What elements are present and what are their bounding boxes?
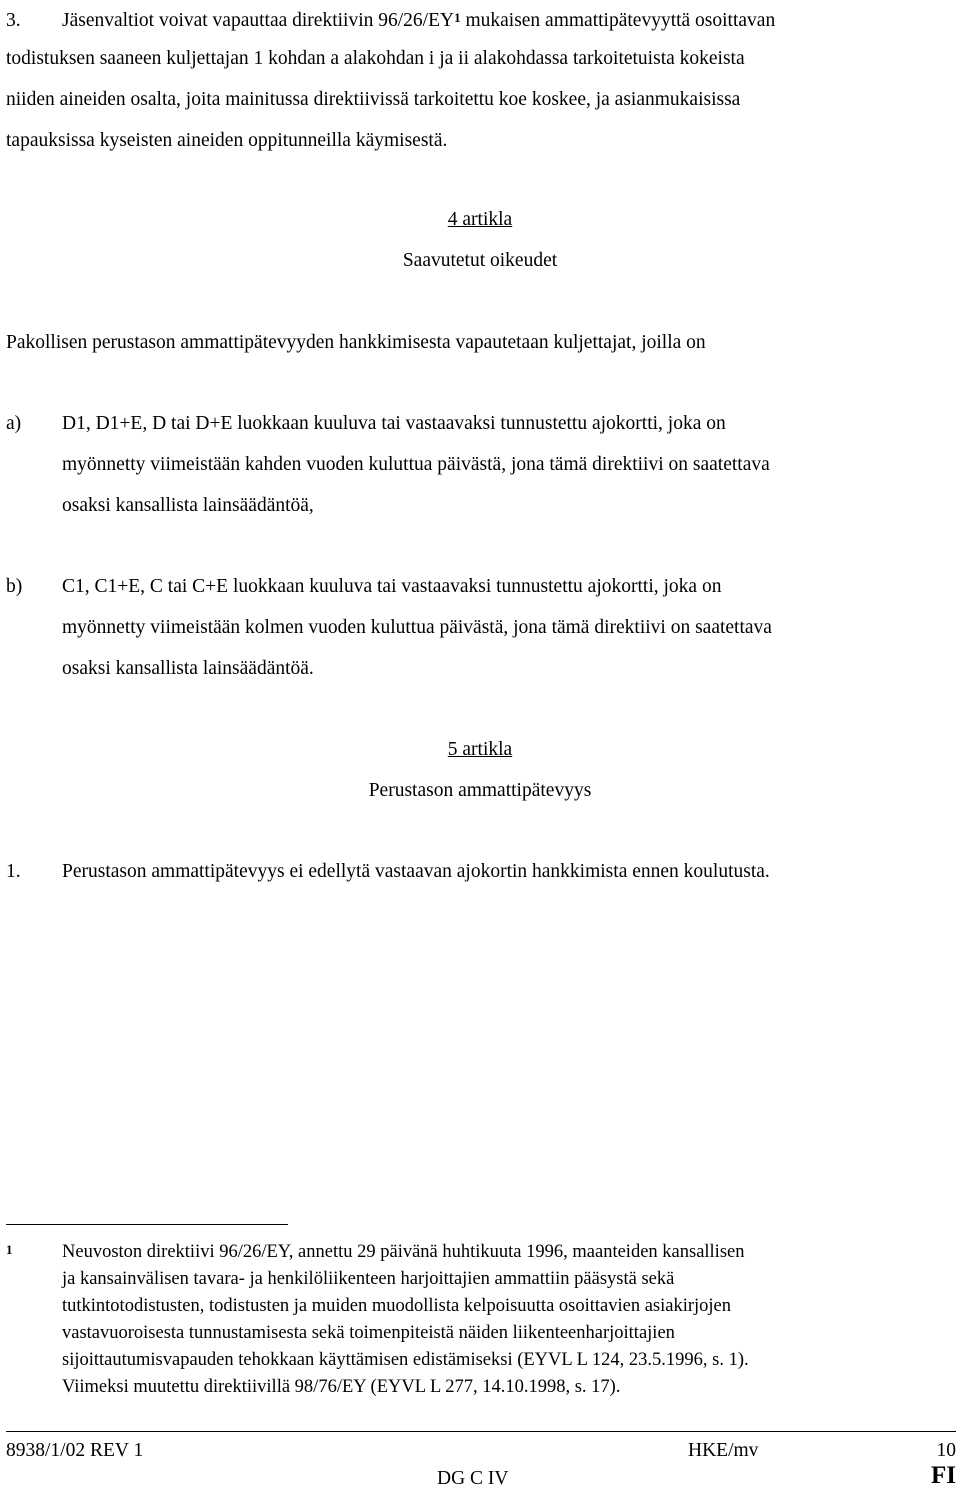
footnote-line: tutkintotodistusten, todistusten ja muiden muodollista kelpoisuutta osoittavien asiakirjojen [62, 1296, 732, 1316]
language-code: FI [931, 1462, 956, 1489]
footer-rule [6, 1431, 956, 1432]
footnote-marker: 1 [6, 1242, 13, 1257]
page-number: 10 [936, 1440, 956, 1461]
paragraph-3-line-2: todistuksen saaneen kuljettajan 1 kohdan a alakohdan i ja ii alakohdassa tarkoitetuista kokeista [6, 48, 745, 69]
footnote-line: ja kansainvälisen tavara- ja henkilöliikenteen harjoittajien ammattiin pääsystä sekä [62, 1269, 675, 1289]
article-4-subheading: Saavutetut oikeudet [402, 250, 558, 271]
footnote-separator [6, 1224, 288, 1225]
author-code: HKE/mv [688, 1440, 759, 1461]
item-b-line-2: myönnetty viimeistään kolmen vuoden kuluttua päivästä, jona tämä direktiivi on saatettava [62, 617, 772, 638]
paragraph-3-line-1: Jäsenvaltiot voivat vapauttaa direktiivin $96/26/EY^1$ mukaisen ammattipätevyyttä osoittavan [62, 10, 776, 31]
article-5-paragraph-1: Perustason ammattipätevyys ei edellytä vastaavan ajokortin hankkimista ennen koulutusta. [62, 861, 770, 882]
item-b-line-1: C1, C1+E, C tai C+E luokkaan kuuluva tai vastaavaksi tunnustettu ajokortti, joka on [62, 576, 722, 597]
paragraph-number: 3. [6, 10, 21, 31]
paragraph-number: 1. [6, 861, 21, 882]
item-a-line-3: osaksi kansallista lainsäädäntöä, [62, 495, 314, 516]
footnote-reference[interactable]: 1 [454, 10, 461, 25]
paragraph-3-line-4: tapauksissa kyseisten aineiden oppitunneilla käymisestä. [6, 130, 448, 151]
paragraph-3-line-3: niiden aineiden osalta, joita mainitussa direktiivissä tarkoitettu koe koskee, ja asianmukaisissa [6, 89, 741, 110]
footnote-line: sijoittautumisvapauden tehokkaan käyttämisen edistämiseksi (EYVL L 124, 23.5.1996, s. 1). [62, 1350, 749, 1370]
item-a-label: a) [6, 413, 22, 434]
footnote-line: Neuvoston direktiivi 96/26/EY, annettu 29 päivänä huhtikuuta 1996, maanteiden kansallisen [62, 1242, 745, 1262]
document-reference: 8938/1/02 REV 1 [6, 1440, 144, 1461]
footnote-line: vastavuoroisesta tunnustamisesta sekä toimenpiteistä näiden liikenteenharjoittajien [62, 1323, 675, 1343]
article-4-intro: Pakollisen perustason ammattipätevyyden hankkimisesta vapautetaan kuljettajat, joilla on [6, 332, 706, 353]
directorate-general: DG C IV [437, 1468, 509, 1489]
article-5-subheading: Perustason ammattipätevyys [368, 780, 592, 801]
item-a-line-2: myönnetty viimeistään kahden vuoden kuluttua päivästä, jona tämä direktiivi on saatettava [62, 454, 770, 475]
item-a-line-1: D1, D1+E, D tai D+E luokkaan kuuluva tai vastaavaksi tunnustettu ajokortti, joka on [62, 413, 726, 434]
item-b-label: b) [6, 576, 23, 597]
article-4-heading: 4 artikla [447, 209, 513, 230]
item-b-line-3: osaksi kansallista lainsäädäntöä. [62, 658, 314, 679]
footnote-line: Viimeksi muutettu direktiivillä 98/76/EY (EYVL L 277, 14.10.1998, s. 17). [62, 1377, 621, 1397]
article-5-heading: 5 artikla [447, 739, 513, 760]
